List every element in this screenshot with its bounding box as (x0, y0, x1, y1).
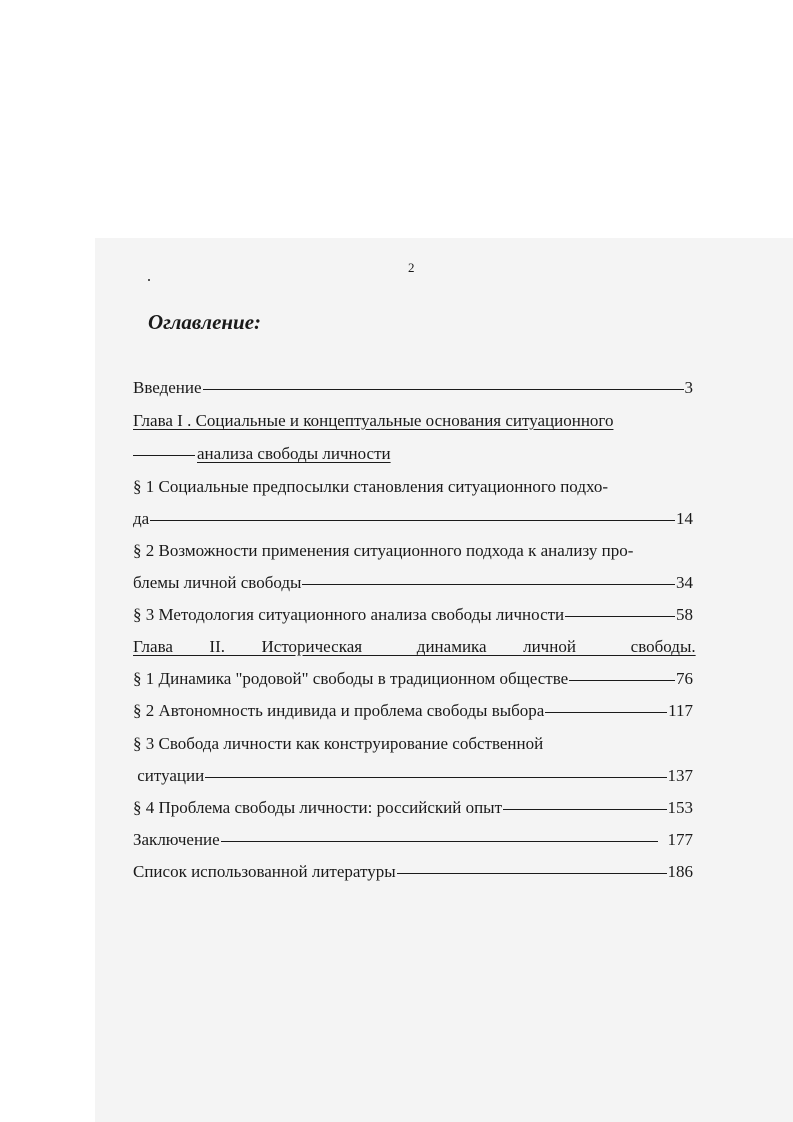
leader-line (221, 841, 658, 842)
leader-line (203, 389, 684, 390)
toc-entry-ch1-s2-cont (133, 572, 693, 594)
toc-page-number: 58 (676, 605, 693, 624)
toc-entry-ch2-s3-cont (133, 765, 693, 787)
leader-line (150, 520, 675, 521)
page-number: 2 (408, 260, 415, 275)
toc-chapter-2-title (133, 636, 696, 658)
leader-line (565, 616, 675, 617)
toc-entry-label: блемы личной свободы (133, 573, 302, 592)
toc-entry-bibliography (133, 861, 693, 883)
toc-entry-label: Список использованной литературы (133, 862, 396, 881)
toc-chapter-1-title (133, 410, 693, 432)
toc-entry-intro (133, 377, 693, 399)
leader-line (205, 777, 666, 778)
toc-title: Оглавление: (148, 310, 262, 334)
toc-page-number: 153 (667, 798, 693, 817)
toc-entry-label: Заключение (133, 830, 220, 849)
toc-entry-ch2-s3 (133, 733, 693, 755)
chapter-heading: Глава I . Социальные и концептуальные основания ситуационного (133, 411, 614, 430)
toc-entry-label: Введение (133, 378, 202, 397)
toc-entry-label: § 2 Возможности применения ситуационного подхода к анализу про- (133, 541, 634, 560)
toc-page-number: 177 (667, 830, 693, 849)
toc-entry-label: § 4 Проблема свободы личности: российский опыт (133, 798, 503, 817)
leader-line (302, 584, 675, 585)
toc-entry-label: § 1 Динамика "родовой" свободы в традиционном обществе (133, 669, 569, 688)
toc-page-number: 117 (668, 701, 693, 720)
toc-entry-label: § 3 Методология ситуационного анализа свободы личности (133, 605, 565, 624)
chapter-heading: Глава II. Историческая динамика личной свободы. (133, 637, 696, 656)
indent-rule (133, 455, 195, 456)
toc-entry-ch2-s4 (133, 797, 693, 819)
toc-page-number: 76 (676, 669, 693, 688)
toc-entry-ch2-s1 (133, 668, 693, 690)
toc-entry-ch1-s3 (133, 604, 693, 626)
chapter-heading-cont: анализа свободы личности (197, 444, 391, 463)
toc-entry-ch1-s1-cont (133, 508, 693, 530)
toc-entry-ch2-s2 (133, 700, 693, 722)
toc-page-number: 14 (676, 509, 693, 528)
toc-page-number: 186 (667, 862, 693, 881)
leader-line (545, 712, 667, 713)
toc-entry-label: ситуации (133, 766, 205, 785)
toc-chapter-1-title-cont (133, 443, 693, 465)
toc-entry-label: да (133, 509, 150, 528)
toc-entry-label: § 3 Свобода личности как конструирование собственной (133, 734, 544, 753)
leader-line (569, 680, 675, 681)
toc-entry-label: § 1 Социальные предпосылки становления ситуационного подхо- (133, 477, 608, 496)
leader-line (397, 873, 667, 874)
toc-page-number: 3 (684, 378, 693, 397)
toc-page-number: 34 (676, 573, 693, 592)
toc-page-number: 137 (667, 766, 693, 785)
toc-entry-label: § 2 Автономность индивида и проблема свободы выбора (133, 701, 545, 720)
toc-entry-conclusion (133, 829, 693, 851)
leader-line (503, 809, 666, 810)
toc-entry-ch1-s2 (133, 540, 693, 562)
toc-entry-ch1-s1 (133, 476, 693, 498)
scan-speck (148, 279, 150, 281)
